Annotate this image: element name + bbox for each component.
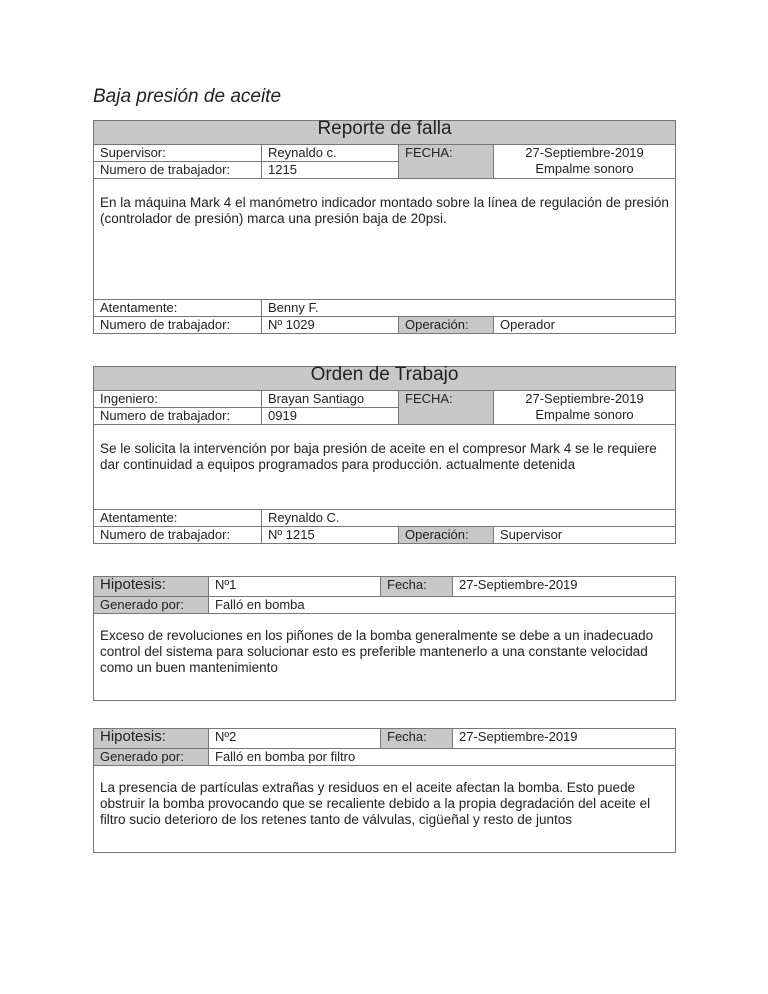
fault-report-table <box>93 120 676 334</box>
hypothesis-2-description: La presencia de partículas extrañas y residuos en el aceite afectan la bomba. Esto puede obstruir la bomba provocando que se recaliente debido a la propia degradación del aceite el filtro sucio deterioro de los retenes tanto de válvulas, cigüeñal y resto de juntos <box>94 766 676 853</box>
order-signoff-worker-label: Numero de trabajador: <box>94 527 262 544</box>
supervisor-value: Reynaldo c. <box>262 145 399 162</box>
order-operation-value: Supervisor <box>494 527 676 544</box>
order-signoff-worker-value: Nº 1215 <box>262 527 399 544</box>
hypothesis-1-generated-value: Falló en bomba <box>209 597 676 614</box>
report-worker-value: 1215 <box>262 162 399 179</box>
hypothesis-1-description: Exceso de revoluciones en los piñones de la bomba generalmente se debe a un inadecuado control del sistema para solucionar esto es preferible mantenerlo a una constante velocidad como un buen mantenimiento <box>94 614 676 701</box>
report-date-value: 27-Septiembre-2019 <box>525 145 644 160</box>
hypothesis-1-generated-label: Generado por: <box>94 597 209 614</box>
hypothesis-2-date-value: 27-Septiembre-2019 <box>453 729 676 749</box>
order-operation-label: Operación: <box>399 527 494 544</box>
engineer-label: Ingeniero: <box>94 391 262 408</box>
report-operation-label: Operación: <box>399 317 494 334</box>
order-description: Se le solicita la intervención por baja presión de aceite en el compresor Mark 4 se le requiere dar continuidad a equipos programados para producción. actualmente detenida <box>94 425 676 510</box>
report-signoff-label: Atentamente: <box>94 300 262 317</box>
report-description: En la máquina Mark 4 el manómetro indicador montado sobre la línea de regulación de presión (controlador de presión) marca una presión baja de 20psi. <box>94 179 676 300</box>
hypothesis-2-date-label: Fecha: <box>381 729 453 749</box>
report-signoff-worker-value: Nº 1029 <box>262 317 399 334</box>
report-signoff-value: Benny F. <box>262 300 676 317</box>
order-worker-value: 0919 <box>262 408 399 425</box>
hypothesis-2-label: Hipotesis: <box>94 729 209 749</box>
order-place-value: Empalme sonoro <box>535 407 634 422</box>
document-title: Baja presión de aceite <box>93 86 282 107</box>
engineer-value: Brayan Santiago <box>262 391 399 408</box>
work-order-header: Orden de Trabajo <box>94 367 676 391</box>
order-worker-label: Numero de trabajador: <box>94 408 262 425</box>
hypothesis-1-date-label: Fecha: <box>381 577 453 597</box>
order-date-cell <box>494 391 676 425</box>
report-date-label: FECHA: <box>399 145 494 179</box>
hypothesis-2-generated-value: Falló en bomba por filtro <box>209 749 676 766</box>
hypothesis-1-date-value: 27-Septiembre-2019 <box>453 577 676 597</box>
order-date-label: FECHA: <box>399 391 494 425</box>
order-date-value: 27-Septiembre-2019 <box>525 391 644 406</box>
report-worker-label: Numero de trabajador: <box>94 162 262 179</box>
order-signoff-value: Reynaldo C. <box>262 510 676 527</box>
hypothesis-2-table <box>93 728 676 853</box>
hypothesis-1-label: Hipotesis: <box>94 577 209 597</box>
order-signoff-label: Atentamente: <box>94 510 262 527</box>
supervisor-label: Supervisor: <box>94 145 262 162</box>
hypothesis-2-generated-label: Generado por: <box>94 749 209 766</box>
hypothesis-2-number: Nº2 <box>209 729 381 749</box>
report-place-value: Empalme sonoro <box>535 161 634 176</box>
fault-report-header: Reporte de falla <box>94 121 676 145</box>
hypothesis-1-table <box>93 576 676 701</box>
report-operation-value: Operador <box>494 317 676 334</box>
hypothesis-1-number: Nº1 <box>209 577 381 597</box>
report-signoff-worker-label: Numero de trabajador: <box>94 317 262 334</box>
work-order-table <box>93 366 676 544</box>
report-date-cell <box>494 145 676 179</box>
